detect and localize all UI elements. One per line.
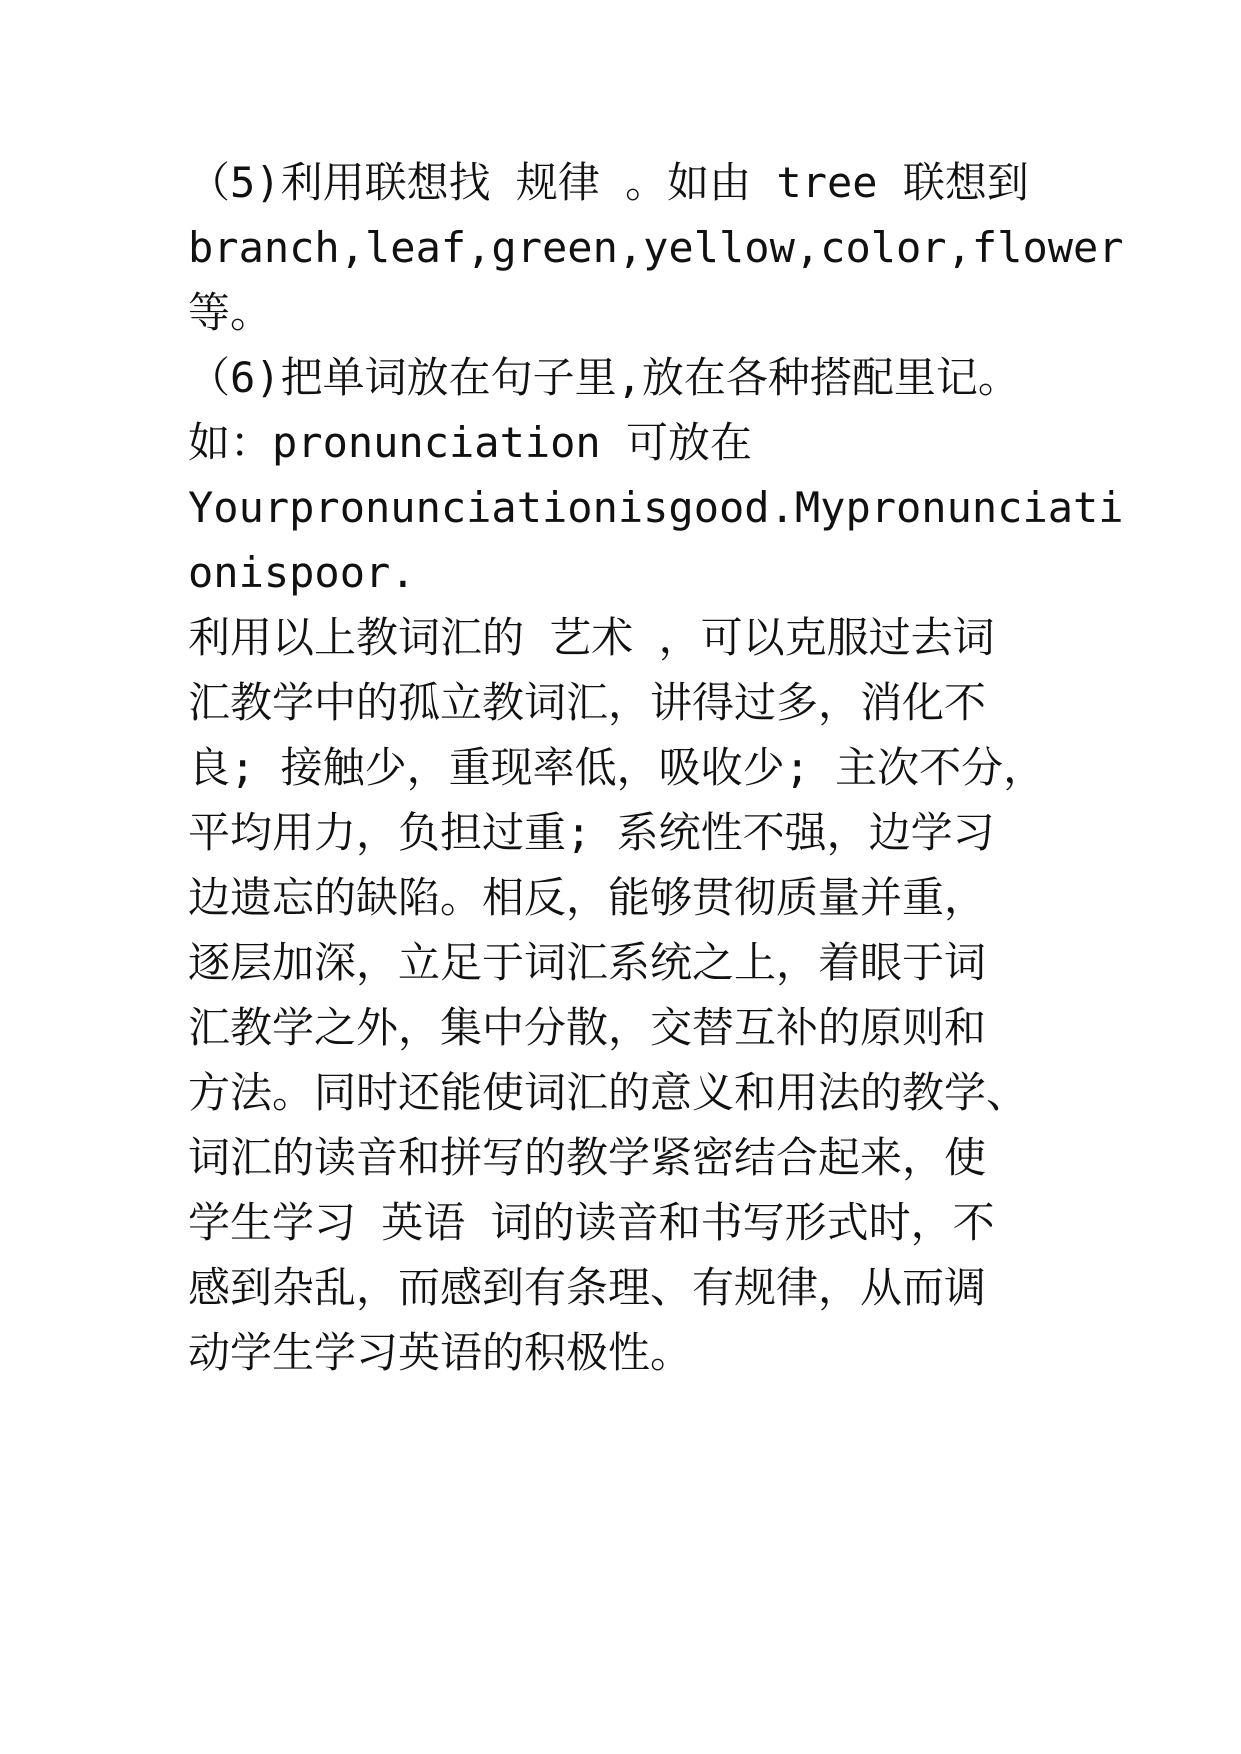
- text-line: 利用以上教词汇的 艺术 ，可以克服过去词: [188, 613, 995, 662]
- text-line: 学生学习 英语 词的读音和书写形式时，不: [188, 1198, 995, 1247]
- paragraph-tip-6: [188, 345, 1124, 605]
- text-line: （6)把单词放在句子里,放在各种搭配里记。: [188, 353, 1020, 402]
- text-line: Yourpronunciationisgood.Mypronunciati: [188, 483, 1124, 532]
- text-line: branch,leaf,green,yellow,color,flower: [188, 223, 1124, 272]
- text-line: 汇教学之外，集中分散，交替互补的原则和: [188, 1003, 987, 1052]
- paragraph-tip-5: [188, 150, 1124, 345]
- text-line: onispoor.: [188, 548, 416, 597]
- text-line: 边遗忘的缺陷。相反，能够贯彻质量并重，: [188, 873, 987, 922]
- text-line: 动学生学习英语的积极性。: [188, 1328, 693, 1377]
- paragraph-summary: [188, 605, 1088, 1385]
- text-line: 方法。同时还能使词汇的意义和用法的教学、: [188, 1068, 1029, 1117]
- text-line: 逐层加深，立足于词汇系统之上，着眼于词: [188, 938, 987, 987]
- text-line: 平均用力，负担过重; 系统性不强，边学习: [188, 808, 995, 857]
- text-line: 词汇的读音和拼写的教学紧密结合起来，使: [188, 1133, 987, 1182]
- text-line: 如：pronunciation 可放在: [188, 418, 753, 467]
- text-line: 良; 接触少，重现率低，吸收少; 主次不分，: [188, 743, 1046, 792]
- text-line: 汇教学中的孤立教词汇，讲得过多，消化不: [188, 678, 987, 727]
- text-line: 感到杂乱，而感到有条理、有规律，从而调: [188, 1263, 987, 1312]
- text-line: （5)利用联想找 规律 。如由 tree 联想到: [188, 158, 1029, 207]
- text-line: 等。: [188, 288, 273, 337]
- document-body: [188, 150, 1124, 1385]
